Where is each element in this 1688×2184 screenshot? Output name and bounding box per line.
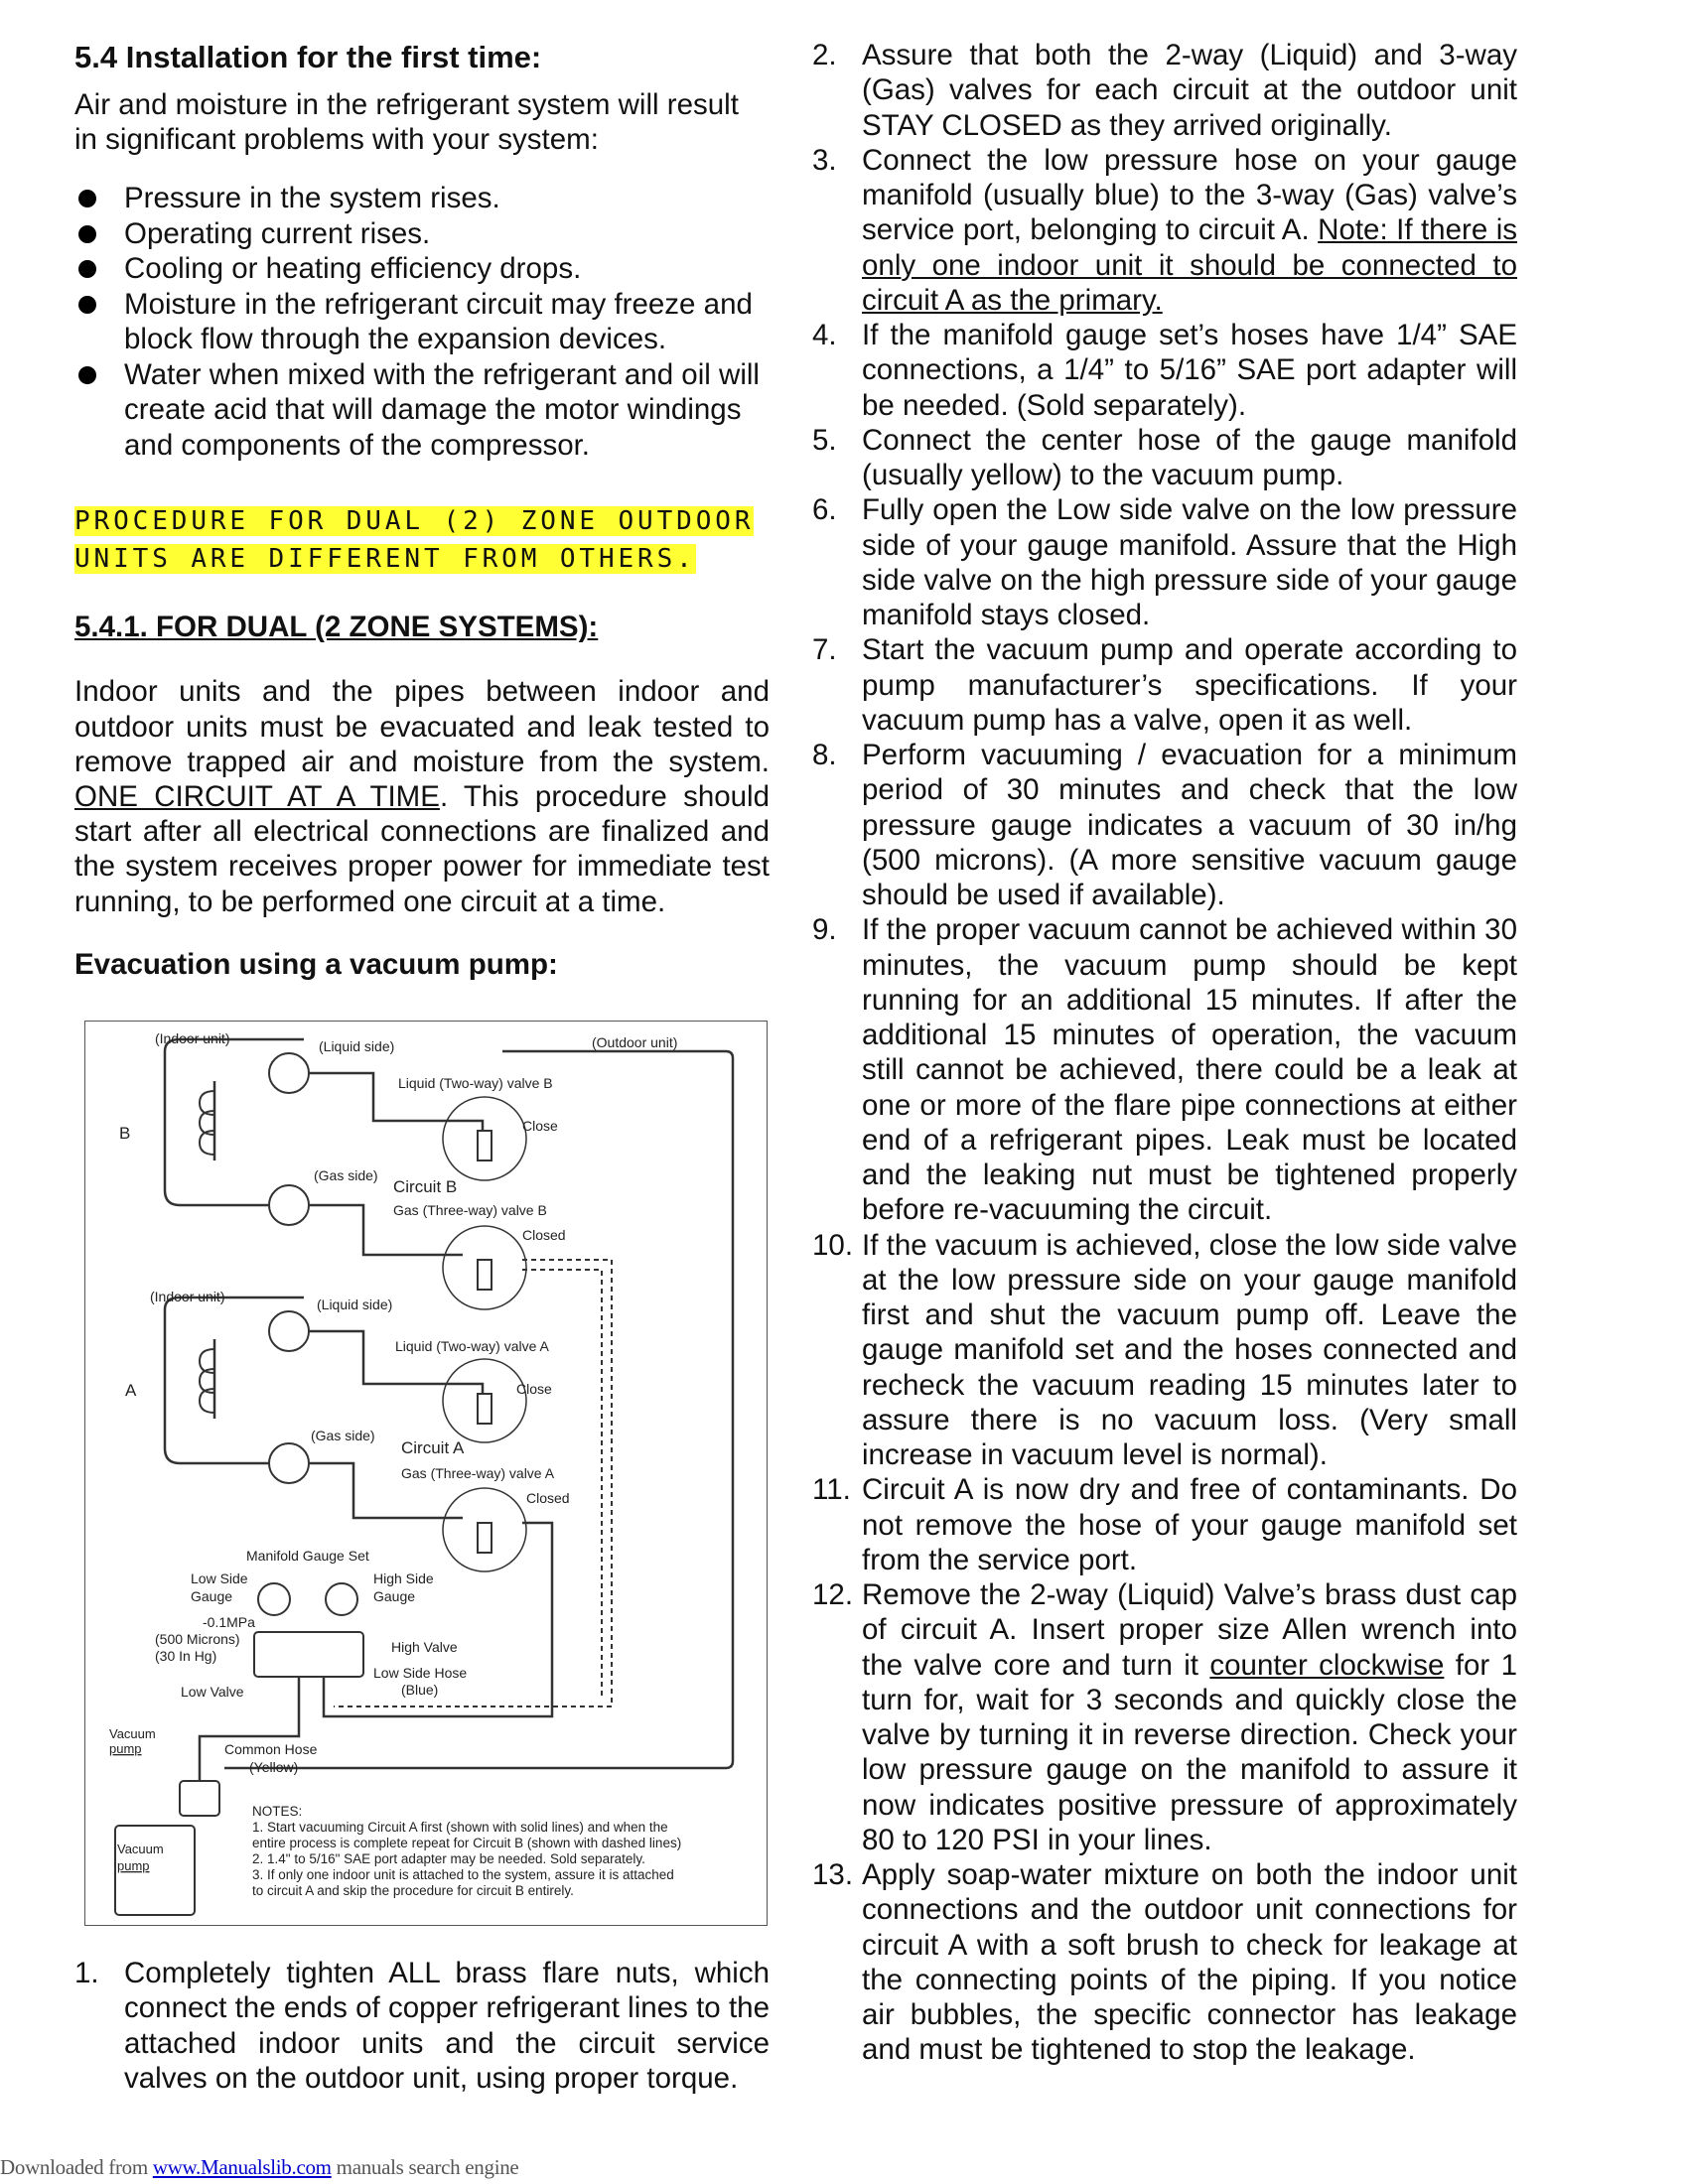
closed-b-label: Closed bbox=[522, 1227, 566, 1243]
list-item: Water when mixed with the refrigerant and oil will create acid that will damage the motor windings and components of the compressor. bbox=[74, 357, 770, 464]
common-hose-label: Common Hose bbox=[224, 1741, 318, 1757]
list-item: 4. If the manifold gauge set’s hoses have 1/4” SAE connections, a 1/4” to 5/16” SAE port adapter will be needed. (Sold separately). bbox=[812, 319, 1517, 422]
highlight-line-2: UNITS ARE DIFFERENT FROM OTHERS. bbox=[74, 544, 696, 575]
download-footer: Downloaded from www.Manualslib.com manuals search engine bbox=[0, 2155, 519, 2179]
close-b-label: Close bbox=[522, 1118, 558, 1134]
underlined-emphasis: counter clockwise bbox=[1209, 1648, 1445, 1682]
vacuum-pump-body-label: Vacuum bbox=[117, 1842, 164, 1856]
liquid-side-a-label: (Liquid side) bbox=[317, 1297, 393, 1312]
bullet-icon bbox=[78, 190, 96, 207]
low-side-gauge-label-2: Gauge bbox=[191, 1588, 233, 1604]
low-side-gauge-label: Low Side bbox=[191, 1570, 248, 1586]
highlight-notice bbox=[74, 504, 770, 580]
list-item: 7. Start the vacuum pump and operate according to pump manufacturer’s specifications. If your vacuum pump has a valve, open it as well. bbox=[812, 633, 1517, 737]
closed-a-label: Closed bbox=[526, 1490, 570, 1506]
manifold-label: Manifold Gauge Set bbox=[246, 1548, 369, 1564]
close-a-label: Close bbox=[516, 1381, 552, 1397]
bullet-icon bbox=[78, 260, 96, 278]
gas-valve-a-label: Gas (Three-way) valve A bbox=[401, 1465, 555, 1481]
liquid-valve-b-label: Liquid (Two-way) valve B bbox=[398, 1075, 553, 1091]
note-3b: to circuit A and skip the procedure for circuit B entirely. bbox=[252, 1883, 574, 1898]
manualslib-link[interactable]: www.Manualslib.com bbox=[152, 2155, 332, 2179]
list-item: Moisture in the refrigerant circuit may freeze and block flow through the expansion devices. bbox=[74, 287, 770, 357]
low-side-hose-label-2: (Blue) bbox=[401, 1682, 439, 1698]
list-item: 3. Connect the low pressure hose on your gauge manifold (usually blue) to the 3-way (Gas) valve’s service port, belonging to circuit A. Note: If there is only one indoor unit it should be connected to circuit A as the primary. bbox=[812, 143, 1517, 317]
note-1a: 1. Start vacuuming Circuit A first (shown with solid lines) and when the bbox=[252, 1820, 668, 1835]
vacuum-pump-body-label-2: pump bbox=[117, 1858, 150, 1873]
low-valve-label: Low Valve bbox=[181, 1684, 244, 1700]
indoor-unit-a-label: (Indoor unit) bbox=[150, 1289, 225, 1304]
bullet-icon bbox=[78, 296, 96, 314]
vacuum-reading-1: -0.1MPa bbox=[203, 1614, 255, 1630]
right-column bbox=[812, 38, 1517, 2068]
liquid-valve-a-label: Liquid (Two-way) valve A bbox=[395, 1338, 549, 1354]
list-item: 5. Connect the center hose of the gauge manifold (usually yellow) to the vacuum pump. bbox=[812, 423, 1517, 491]
circuit-b-label: Circuit B bbox=[393, 1177, 458, 1196]
bullet-icon bbox=[78, 366, 96, 384]
low-side-hose-label: Low Side Hose bbox=[373, 1665, 468, 1681]
highlight-line-1: PROCEDURE FOR DUAL (2) ZONE OUTDOOR bbox=[74, 506, 755, 537]
left-column bbox=[74, 38, 770, 982]
step-list-right bbox=[812, 38, 1517, 2068]
problem-list bbox=[74, 181, 770, 463]
gas-side-b-label: (Gas side) bbox=[314, 1167, 378, 1183]
note-1b: entire process is complete repeat for Circuit B (shown with dashed lines) bbox=[252, 1836, 682, 1850]
indoor-unit-b-label: (Indoor unit) bbox=[155, 1030, 230, 1046]
gas-valve-b-label: Gas (Three-way) valve B bbox=[393, 1202, 547, 1218]
vacuum-pump-label: Vacuum bbox=[109, 1726, 156, 1741]
vacuum-pump-label-2: pump bbox=[109, 1741, 142, 1756]
vacuum-reading-3: (30 In Hg) bbox=[155, 1648, 217, 1664]
vacuum-reading-2: (500 Microns) bbox=[155, 1631, 240, 1647]
list-item: 11. Circuit A is now dry and free of contaminants. Do not remove the hose of your gauge manifold set from the service port. bbox=[812, 1473, 1517, 1576]
list-item: Cooling or heating efficiency drops. bbox=[74, 251, 770, 287]
list-item: 13. Apply soap-water mixture on both the indoor unit connections and the outdoor unit connections for circuit A with a soft brush to check for leakage at the connecting points of the piping. If you notice air bubbles, the specific connector has leakage and must be tightened to stop the leakage. bbox=[812, 1858, 1517, 2067]
unit-a-letter: A bbox=[125, 1381, 137, 1400]
list-item: 6. Fully open the Low side valve on the low pressure side of your gauge manifold. Assure that the High side valve on the high pressure side of your gauge manifold stays closed. bbox=[812, 493, 1517, 631]
liquid-side-b-label: (Liquid side) bbox=[319, 1038, 395, 1054]
section-heading: 5.4 Installation for the first time: bbox=[74, 40, 542, 74]
note-3a: 3. If only one indoor unit is attached to the system, assure it is attached bbox=[252, 1867, 674, 1882]
procedure-paragraph: Indoor units and the pipes between indoor and outdoor units must be evacuated and leak tested to remove trapped air and moisture from the system. ONE CIRCUIT AT A TIME. This procedure should start after all electrical connections are finalized and the system receives proper power for immediate test running, to be performed one circuit at a time. bbox=[74, 675, 771, 918]
bullet-icon bbox=[78, 225, 96, 243]
list-item: 2. Assure that both the 2-way (Liquid) and 3-way (Gas) valves for each circuit at the outdoor unit STAY CLOSED as they arrived originally. bbox=[812, 39, 1517, 142]
outdoor-unit-label: (Outdoor unit) bbox=[592, 1034, 678, 1050]
common-hose-label-2: (Yellow) bbox=[249, 1759, 299, 1775]
underlined-emphasis: ONE CIRCUIT AT A TIME bbox=[74, 780, 440, 814]
evacuation-diagram bbox=[84, 1021, 768, 1926]
intro-paragraph: Air and moisture in the refrigerant system will result in significant problems with your system: bbox=[74, 88, 739, 157]
gas-side-a-label: (Gas side) bbox=[311, 1428, 375, 1443]
step-note: Note: If there is only one indoor unit it should be connected to circuit A as the primary. bbox=[862, 213, 1517, 317]
list-item: Pressure in the system rises. bbox=[74, 181, 770, 216]
subsection-heading: 5.4.1. FOR DUAL (2 ZONE SYSTEMS): bbox=[74, 611, 599, 644]
high-side-gauge-label: High Side bbox=[373, 1570, 434, 1586]
evacuation-heading: Evacuation using a vacuum pump: bbox=[74, 947, 558, 981]
list-item: Operating current rises. bbox=[74, 216, 770, 252]
list-item: 9. If the proper vacuum cannot be achieved within 30 minutes, the vacuum pump should be kept running for an additional 15 minutes. If after the additional 15 minutes of operation, the vacuum still cannot be achieved, there could be a leak at one or more of the flare pipe connections at either end of a refrigerant pipes. Leak must be located and the leaking nut must be tightened properly before re-vacuuming the circuit. bbox=[812, 913, 1517, 1227]
unit-b-letter: B bbox=[119, 1124, 131, 1143]
note-2: 2. 1.4" to 5/16" SAE port adapter may be needed. Sold separately. bbox=[252, 1851, 645, 1866]
list-item: 8. Perform vacuuming / evacuation for a minimum period of 30 minutes and check that the low pressure gauge indicates a vacuum of 30 in/hg (500 microns). (A more sensitive vacuum gauge should be used if available). bbox=[812, 739, 1517, 911]
notes-title: NOTES: bbox=[252, 1804, 303, 1819]
list-item: 1. Completely tighten ALL brass flare nuts, which connect the ends of copper refrigerant lines to the attached indoor units and the circuit service valves on the outdoor unit, using proper torque. bbox=[74, 1957, 770, 2095]
list-item: 10. If the vacuum is achieved, close the low side valve at the low pressure side on your gauge manifold first and shut the vacuum pump off. Leave the gauge manifold set and the hoses connected and recheck the vacuum reading 15 minutes later to assure there is no vacuum loss. (Very small increase in vacuum level is normal). bbox=[812, 1228, 1517, 1471]
step-list-left bbox=[74, 1956, 770, 2096]
high-side-gauge-label-2: Gauge bbox=[373, 1588, 416, 1604]
circuit-a-label: Circuit A bbox=[401, 1438, 465, 1457]
high-valve-label: High Valve bbox=[391, 1639, 458, 1655]
list-item: 12. Remove the 2-way (Liquid) Valve’s brass dust cap of circuit A. Insert proper size Allen wrench into the valve core and turn it counter clockwise for 1 turn for, wait for 3 seconds and quickly close the valve by turning it in reverse direction. Check your low pressure gauge on the manifold to assure it now indicates positive pressure of approximately 80 to 120 PSI in your lines. bbox=[812, 1578, 1517, 1856]
